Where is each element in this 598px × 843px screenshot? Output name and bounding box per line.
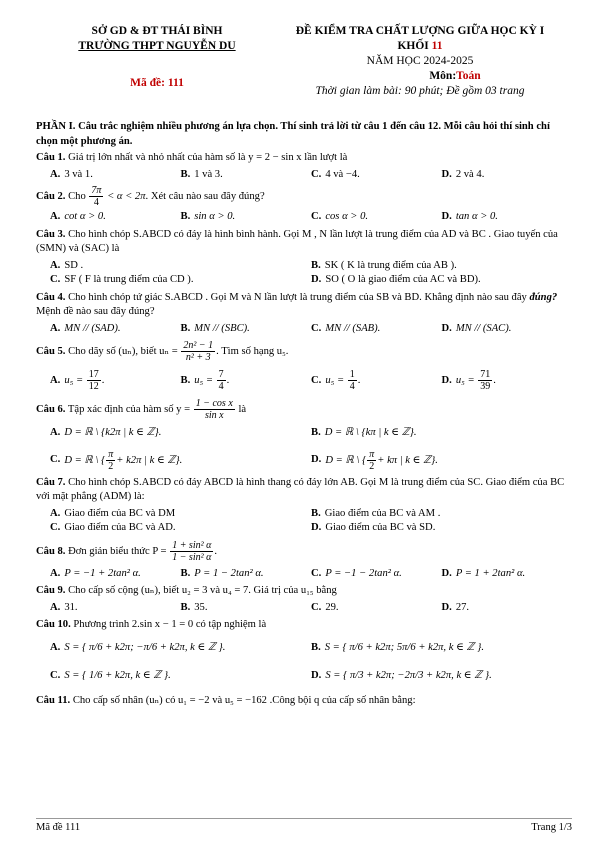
option-letter: D. [311,670,322,681]
option-letter: D. [311,522,322,533]
option-a[interactable] [50,641,311,656]
denominator: 4 [218,381,224,392]
options-9 [50,601,572,616]
option-letter: B. [180,322,191,334]
option-letter: B. [180,168,191,180]
question-label: Câu 2. [36,190,66,202]
option-c[interactable] [50,521,311,536]
option-letter: B. [311,641,321,653]
options-2 [50,210,572,225]
options-1 [50,168,572,183]
option-letter: C. [311,322,322,334]
option-b[interactable] [181,601,312,616]
question-text: Cho cấp số nhân (uₙ) có u₁ = −2 và u₅ = −162 .Công bội q của cấp số nhân bằng: [72,694,416,706]
question-8 [36,540,572,563]
option-text: SD . [64,259,84,271]
numerator: 1 − cos x [195,398,233,409]
question-label: Câu 6. [36,403,66,415]
option-c[interactable] [311,168,442,183]
option-letter: A. [50,427,61,438]
numerator: 7 [218,369,224,380]
option-b[interactable] [181,567,312,582]
question-3 [36,228,572,257]
option-d[interactable] [442,567,573,582]
option-letter: A. [50,322,61,334]
question-7 [36,476,572,505]
footer [36,822,572,833]
option-lhs: u₅ = [325,374,345,386]
question-label: Câu 4. [36,291,66,303]
option-letter: A. [50,259,61,271]
subject-line [270,69,570,84]
inequality: < α < 2π [107,190,146,202]
numerator: 1 + sin² α [172,539,212,551]
option-text: cot α > 0. [64,211,106,222]
option-letter: B. [180,211,191,222]
numerator: 2n² − 1 [183,340,214,351]
option-letter: C. [50,454,61,466]
option-letter: A. [50,374,61,386]
option-text: S = { π/6 + k2π; 5π/6 + k2π, k ∈ ℤ }. [324,641,484,653]
option-text: 31. [64,601,78,613]
page-number: Trang 1/3 [531,822,572,833]
option-letter: A. [50,567,61,579]
question-label: Câu 3. [36,228,66,240]
option-text-end: + k2π | k ∈ ℤ}. [116,454,183,466]
option-letter: B. [311,259,321,271]
denominator: 4 [93,197,99,208]
exam-title: ĐỀ KIỂM TRA CHẤT LƯỢNG GIỮA HỌC KỲ I [295,25,545,37]
exam-code: Mã đề: 111 [130,77,184,89]
fraction [367,449,376,472]
question-text: Giá trị lớn nhất và nhỏ nhất của hàm số là y = 2 − sin x lần lượt là [68,152,348,163]
option-text: P = −1 + 2tan² α. [64,567,141,579]
option-c[interactable] [50,449,311,472]
option-a[interactable] [50,426,311,441]
denominator: sin x [204,410,224,421]
option-a[interactable] [50,210,181,225]
denominator: 1 − sin² α [172,551,212,563]
option-c[interactable] [50,669,311,684]
option-text: SO ( O là giao điểm của AC và BD). [325,274,481,285]
subject-prefix: Môn: [429,70,457,82]
option-c[interactable] [50,273,311,288]
option-a[interactable] [50,567,181,582]
option-c[interactable] [311,601,442,616]
question-text: Phương trình 2.sin x − 1 = 0 có tập nghiệm là [73,619,267,630]
option-d[interactable] [311,449,572,472]
question-text: Cho hình chóp tứ giác S.ABCD . Gọi M và N lần lượt là trung điểm của SB và BD. Khẳng định nào sau đây [68,291,527,303]
option-letter: A. [50,211,61,222]
option-text: Giao điểm của BC và AM . [324,507,441,519]
option-b[interactable] [181,322,312,337]
option-d[interactable] [311,273,572,288]
fraction [89,185,103,208]
question-1 [36,151,572,166]
option-letter: A. [50,168,61,180]
option-letter: C. [311,601,322,613]
question-label: Câu 10. [36,619,71,630]
option-d[interactable] [311,669,572,684]
option-letter: D. [441,374,452,386]
option-text: D = ℝ \ {k2π | k ∈ ℤ}. [64,427,162,438]
option-letter: C. [311,211,322,222]
option-text: SF ( F là trung điểm của CD ). [64,274,194,285]
option-letter: A. [50,601,61,613]
grade-prefix: KHỐI [397,40,432,52]
footer-exam-code: Mã đề 111 [36,822,81,833]
option-letter: C. [50,670,61,681]
options-6 [50,426,572,472]
question-text: Cho hình chóp S.ABCD có đáy ABCD là hình thang có đáy lớn AB. Gọi M là trung điểm của SC. Giao điểm của BC với mặt phẳng (ADM) là: [36,476,565,502]
header-right [270,24,570,99]
question-text-end: Mệnh đề nào sau đây đúng? [36,306,155,317]
question-label: Câu 7. [36,476,66,488]
option-text: Giao điểm của BC và SD. [325,522,436,533]
question-label: Câu 1. [36,152,66,163]
options-4 [50,322,572,337]
subject: Toán [456,70,481,82]
question-5 [36,340,572,363]
grade: 11 [431,40,443,52]
fraction [170,540,213,563]
option-c[interactable] [311,322,442,337]
option-text: S = { 1/6 + k2π, k ∈ ℤ }. [64,670,171,681]
question-2 [36,185,572,208]
option-letter: A. [50,641,61,653]
question-label: Câu 9. [36,585,66,596]
option-lhs: u₅ = [455,374,475,386]
option-a[interactable] [50,259,311,274]
option-letter: A. [50,507,61,519]
option-text: MN // (SBC). [194,322,250,334]
footer-divider [36,818,572,819]
option-text: 35. [194,601,208,613]
time-info: Thời gian làm bài: 90 phút; Đề gồm 03 trang [315,85,525,97]
option-d[interactable] [442,210,573,225]
option-text: MN // (SAC). [455,322,512,334]
option-text: S = { π/3 + k2π; −2π/3 + k2π, k ∈ ℤ }. [325,670,492,681]
option-letter: D. [441,211,452,222]
option-text: D = ℝ \ { [325,454,367,466]
numerator: 1 [349,369,355,380]
option-b[interactable] [181,210,312,225]
option-a[interactable] [50,507,311,522]
option-letter: C. [311,374,322,386]
options-8 [50,567,572,582]
option-letter: D. [441,168,452,180]
option-d[interactable] [442,322,573,337]
option-text: MN // (SAB). [325,322,381,334]
question-text: Cho [68,190,86,202]
option-text: 4 và −4. [325,168,360,180]
option-letter: C. [50,522,61,533]
option-text: 1 và 3. [194,168,223,180]
option-text: tan α > 0. [455,211,498,222]
option-text: 3 và 1. [64,168,93,180]
question-text: Cho hình chóp S.ABCD có đáy là hình bình hành. Gọi M , N lần lượt là trung điểm của AD và BC . Giao tuyến của (SMN) và (SAC) là [36,228,558,254]
option-text: D = ℝ \ {kπ | k ∈ ℤ}. [324,427,417,438]
numerator: π [369,448,375,460]
option-letter: C. [311,168,322,180]
emphasis: đúng? [529,291,558,303]
options-7 [50,507,572,536]
fraction [194,398,235,421]
option-a[interactable]: A. u₅ = $\frac{17}{12}$ . [50,369,105,392]
fraction [217,369,226,392]
option-lhs: u₅ = [64,374,84,386]
school-name: TRƯỜNG THPT NGUYỄN DU [78,40,236,52]
options-5 [50,369,572,392]
part-1-heading: PHẦN I. Câu trắc nghiệm nhiều phương án lựa chọn. Thí sinh trả lời từ câu 1 đến câu 12. Mỗi câu hỏi thí sinh chỉ chọn một phương án. [36,121,550,147]
option-b[interactable] [181,168,312,183]
option-c[interactable] [311,210,442,225]
option-letter: D. [311,454,322,466]
option-lhs: u₅ = [194,374,213,386]
question-text-end: là [238,403,247,415]
option-letter: B. [180,567,191,579]
fraction [87,369,101,392]
question-11 [36,694,572,709]
question-9 [36,584,572,599]
question-6 [36,398,572,421]
option-letter: C. [50,274,61,285]
option-letter: D. [441,322,452,334]
option-text: Giao điểm của BC và DM [64,507,176,519]
options-3 [50,259,572,288]
department: SỞ GD & ĐT THÁI BÌNH [91,25,223,37]
denominator: 12 [88,381,99,392]
option-text: SK ( K là trung điểm của AB ). [324,259,457,271]
option-b[interactable] [311,507,572,522]
option-text: 29. [325,601,339,613]
option-letter: C. [311,567,322,579]
numerator: 71 [480,369,491,380]
option-letter: D. [441,567,452,579]
question-text: Đơn giản biểu thức P = [68,545,167,557]
options-10 [50,641,572,684]
option-b[interactable] [311,259,572,274]
option-d[interactable] [442,601,573,616]
option-d[interactable] [311,521,572,536]
denominator: n² + 3 [185,352,211,363]
option-b[interactable] [311,641,572,656]
option-text-end: + kπ | k ∈ ℤ}. [377,454,438,466]
option-letter: D. [441,601,452,613]
option-a[interactable] [50,168,181,183]
fraction [348,369,357,392]
fraction [478,369,492,392]
option-text: sin α > 0. [194,211,236,222]
option-text: P = −1 − 2tan² α. [325,567,402,579]
option-text: S = { π/6 + k2π; −π/6 + k2π, k ∈ ℤ }. [64,641,226,653]
option-letter: B. [311,427,321,438]
option-letter: D. [311,274,322,285]
option-b[interactable] [311,426,572,441]
option-letter: B. [180,601,191,613]
option-text: cos α > 0. [325,211,369,222]
option-b[interactable]: B. u₅ = $\frac{7}{4}$ . [180,369,230,392]
option-c[interactable] [311,567,442,582]
option-text: Giao điểm của BC và AD. [64,522,176,533]
grade-line [270,39,570,54]
denominator: 39 [480,381,491,392]
option-text: P = 1 + 2tan² α. [455,567,526,579]
option-text: 2 và 4. [455,168,485,180]
question-text-end: . Tìm số hạng u₅. [216,345,289,357]
question-text-end: . Xét câu nào sau đây đúng? [145,190,265,202]
header-left [52,24,262,91]
denominator: 2 [369,460,375,472]
option-text: P = 1 − 2tan² α. [194,567,264,579]
option-a[interactable] [50,322,181,337]
school-year: NĂM HỌC 2024-2025 [366,55,474,67]
numerator: 17 [88,369,99,380]
denominator: 4 [349,381,355,392]
option-c[interactable]: C. u₅ = $\frac{1}{4}$ . [311,369,361,392]
option-d[interactable] [442,168,573,183]
question-text-end: . [214,545,218,557]
option-text: D = ℝ \ { [64,454,106,466]
option-a[interactable] [50,601,181,616]
question-10 [36,618,572,633]
question-label: Câu 5. [36,345,66,357]
option-d[interactable]: D. u₅ = $\frac{71}{39}$ . [441,369,496,392]
question-text: Cho cấp số cộng (uₙ), biết u₂ = 3 và u₄ = 7. Giá trị của u₁₅ bằng [68,585,337,596]
option-letter: B. [311,507,321,519]
numerator: 7π [91,185,102,196]
numerator: π [108,448,114,460]
fraction [181,340,215,363]
question-text: Cho dãy số (uₙ), biết uₙ = [68,345,178,357]
question-label: Câu 11. [36,694,71,706]
fraction [106,449,115,472]
exam-body [36,120,572,708]
option-text: MN // (SAD). [64,322,121,334]
question-4 [36,291,572,320]
option-letter: B. [180,374,191,386]
option-text: 27. [455,601,470,613]
question-text: Tập xác định của hàm số y = [67,403,191,415]
question-label: Câu 8. [36,545,66,557]
denominator: 2 [108,460,114,472]
